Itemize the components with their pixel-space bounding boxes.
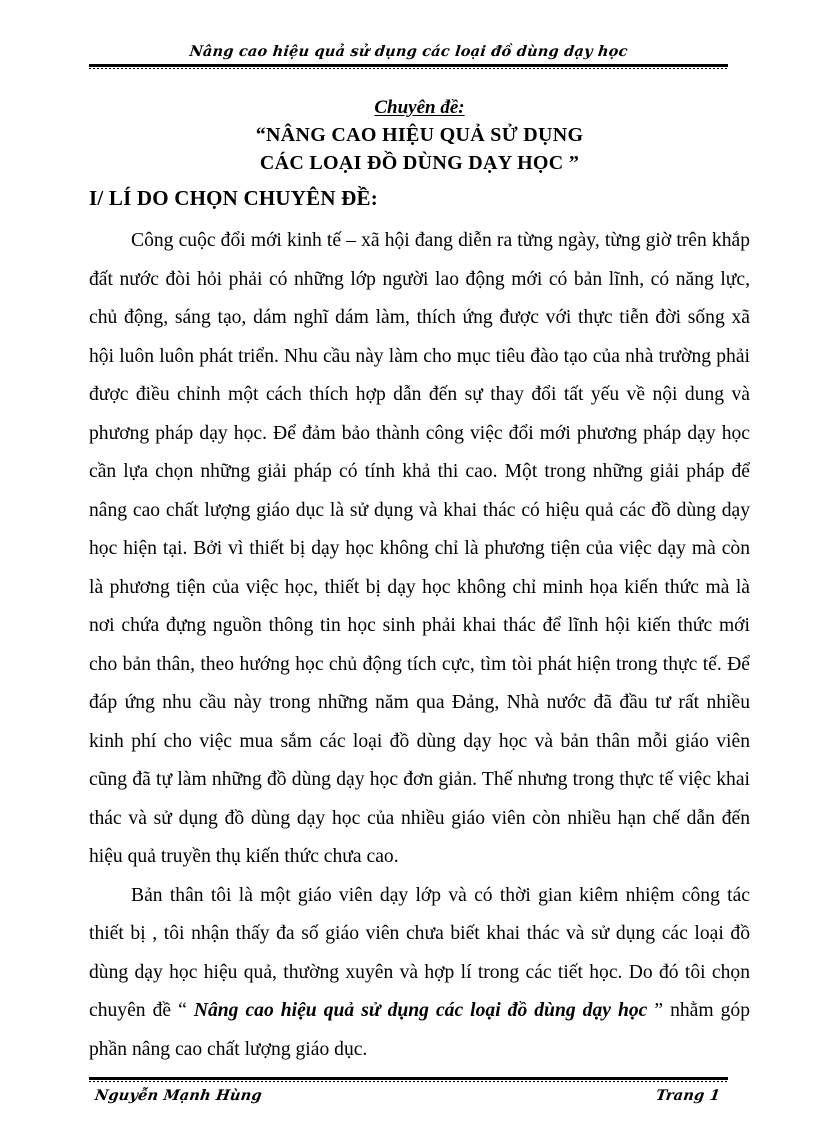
footer-rule-dotted	[89, 1081, 728, 1082]
page-title	[89, 122, 750, 176]
footer-author: Nguyễn Mạnh Hùng	[93, 1087, 264, 1104]
footer-page-number: Trang 1	[654, 1087, 722, 1104]
section-heading: I/ LÍ DO CHỌN CHUYÊN ĐỀ:	[89, 186, 378, 210]
running-footer	[89, 1074, 728, 1104]
footer-row	[89, 1087, 728, 1104]
document-title-block	[89, 96, 750, 177]
paragraph-2-text-before: Bản thân tôi là một giáo viên dạy lớp và có thời gian kiêm nhiệm công tác thiết bị , tôi nhận thấy đa số giáo viên chưa biết khai thác và sử dụng các loại đồ dùng dạy học hiệu quả, thường xuyên và hợp lí trong các tiết học. Do đó tôi chọn chuyên đề “	[89, 884, 750, 1021]
paragraph-2-emphasized-title: Nâng cao hiệu quả sử dụng các loại đồ dùng dạy học	[193, 1000, 648, 1021]
title-line-2: CÁC LOẠI ĐỒ DÙNG DẠY HỌC ”	[259, 151, 580, 174]
running-header-title: Nâng cao hiệu quả sử dụng các loại đồ dùng dạy học	[188, 43, 629, 60]
header-rule-dotted	[89, 68, 728, 69]
header-rule-thick	[89, 64, 728, 67]
title-kicker: Chuyên đề:	[374, 97, 465, 118]
title-line-1: “NÂNG CAO HIỆU QUẢ SỬ DỤNG	[255, 124, 584, 147]
footer-rule-thick	[89, 1077, 728, 1080]
document-body	[89, 222, 750, 1069]
running-header	[89, 44, 728, 69]
body-paragraph-1: Công cuộc đổi mới kinh tế – xã hội đang diễn ra từng ngày, từng giờ trên khắp đất nước đòi hỏi phải có những lớp người lao động mới có bản lĩnh, có năng lực, chủ động, sáng tạo, dám nghĩ dám làm, thích ứng được với thực tiễn đời sống xã hội luôn luôn phát triển. Nhu cầu này làm cho mục tiêu đào tạo của nhà trường phải được điều chỉnh một cách thích hợp dẫn đến sự thay đổi tất yếu về nội dung và phương pháp dạy học. Để đảm bảo thành công việc đổi mới phương pháp dạy học cần lựa chọn những giải pháp có tính khả thi cao. Một trong những giải pháp để nâng cao chất lượng giáo dục là sử dụng và khai thác có hiệu quả các đồ dùng dạy học hiện tại. Bởi vì thiết bị dạy học không chỉ là phương tiện của việc dạy mà còn là phương tiện của việc học, thiết bị dạy học không chỉ minh họa kiến thức mà là nơi chứa đựng nguồn thông tin học sinh phải khai thác để lĩnh hội kiến thức mới cho bản thân, theo hướng học chủ động tích cực, tìm tòi phát hiện trong thực tế. Để đáp ứng nhu cầu này trong những năm qua Đảng, Nhà nước đã đầu tư rất nhiều kinh phí cho việc mua sắm các loại đồ dùng dạy học và bản thân mỗi giáo viên cũng đã tự làm những đồ dùng dạy học đơn giản. Thế nhưng trong thực tế việc khai thác và sử dụng đồ dùng dạy học của nhiều giáo viên còn nhiều hạn chế dẫn đến hiệu quả truyền thụ kiến thức chưa cao.	[89, 230, 750, 867]
paragraph-2-text-after: ” nhằm góp phần nâng cao chất lượng giáo dục.	[89, 1000, 751, 1060]
body-paragraph-2	[89, 877, 750, 1070]
